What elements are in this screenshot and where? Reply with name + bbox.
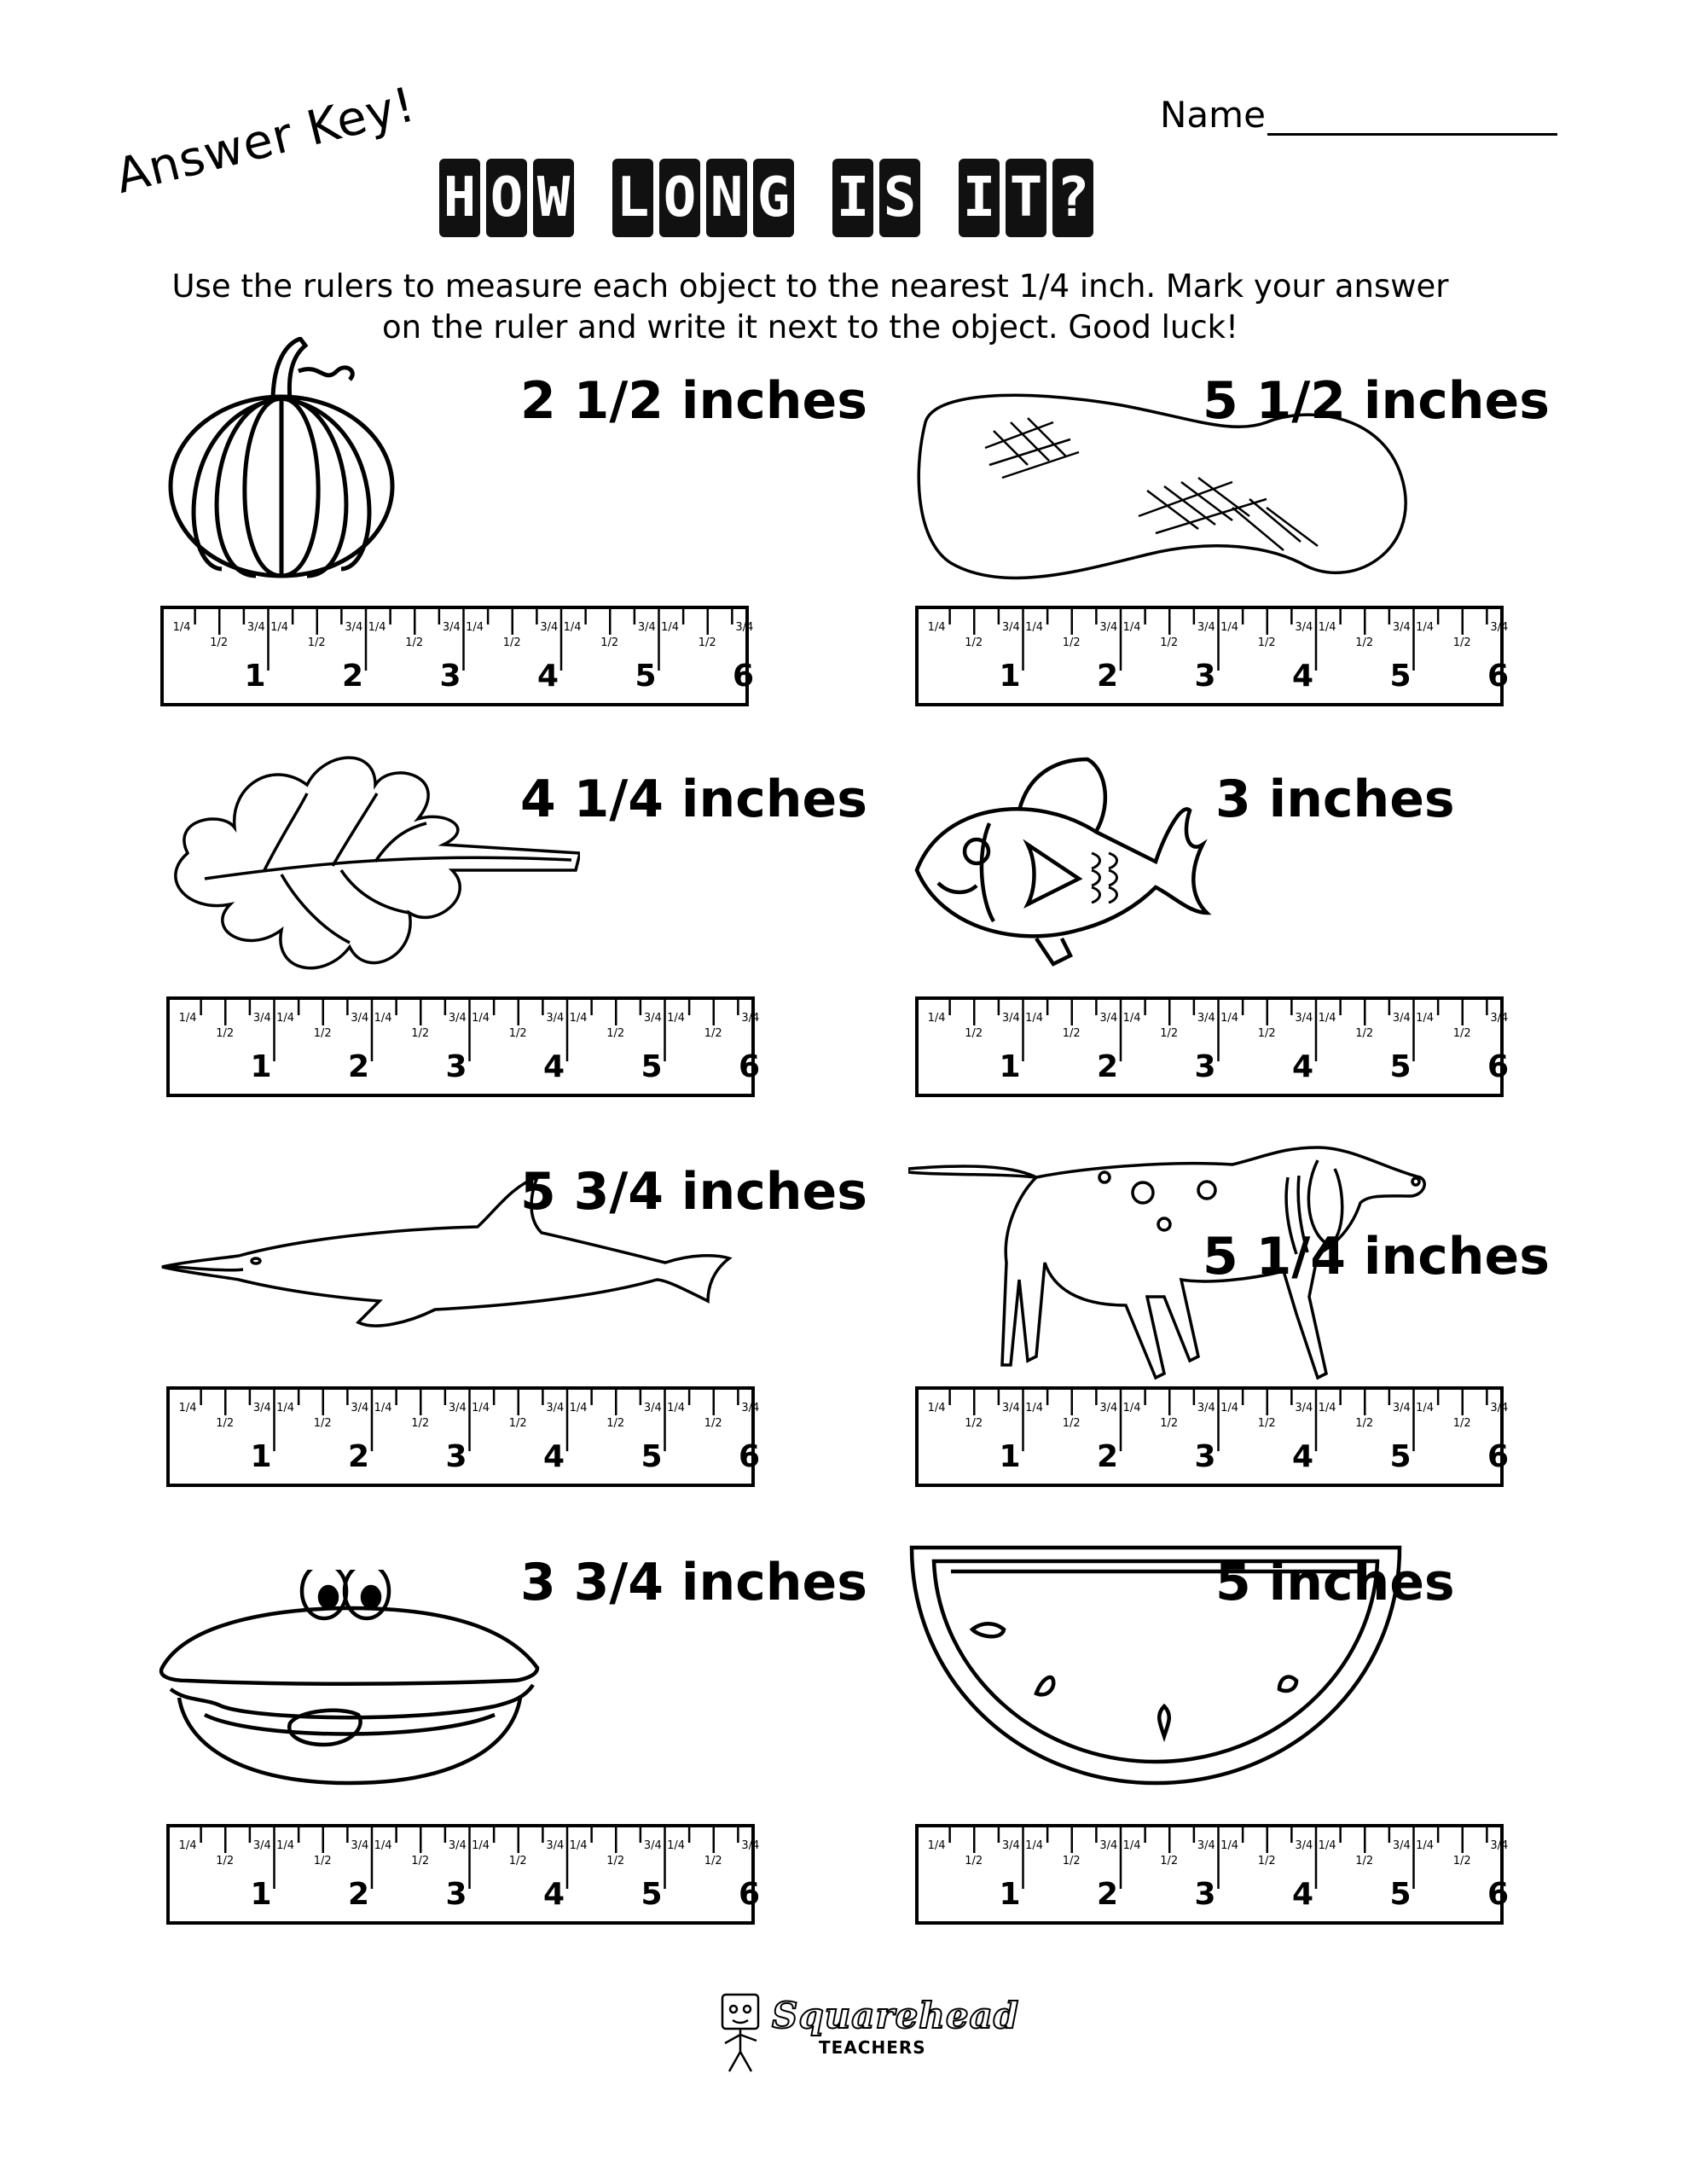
quarter-label: 1/4 xyxy=(927,1402,946,1414)
quarter-label: 1/4 xyxy=(1318,621,1336,634)
quarter-label: 1/4 xyxy=(1318,1012,1336,1025)
three-quarter-label: 3/4 xyxy=(351,1012,369,1025)
brand-sub: TEACHERS xyxy=(819,2037,926,2058)
name-field xyxy=(1160,94,1557,136)
inch-number: 1 xyxy=(999,1439,1021,1474)
title-letter-tile: H xyxy=(439,159,480,237)
name-blank xyxy=(1267,101,1557,136)
quarter-label: 1/4 xyxy=(927,1012,946,1025)
ruler[interactable] xyxy=(915,606,1510,706)
inch-number: 3 xyxy=(445,1049,467,1084)
inch-number: 6 xyxy=(1487,1049,1510,1084)
squarehead-teachers-logo xyxy=(712,1988,1020,2073)
quarter-label: 1/4 xyxy=(1416,1402,1435,1414)
inch-number: 5 xyxy=(1389,659,1412,694)
inch-number: 3 xyxy=(445,1877,467,1912)
three-quarter-label: 3/4 xyxy=(1295,1012,1313,1025)
title-letter-tile: ? xyxy=(1052,159,1093,237)
three-quarter-label: 3/4 xyxy=(1001,621,1020,634)
half-label: 1/2 xyxy=(1062,1417,1081,1430)
quarter-label: 1/4 xyxy=(667,1402,686,1414)
half-label: 1/2 xyxy=(1452,1855,1471,1867)
three-quarter-label: 3/4 xyxy=(252,1402,271,1414)
half-label: 1/2 xyxy=(313,1027,332,1040)
quarter-label: 1/4 xyxy=(1416,1012,1435,1025)
inch-number: 2 xyxy=(348,1877,370,1912)
answer-text: 5 3/4 inches xyxy=(520,1162,867,1222)
quarter-label: 1/4 xyxy=(667,1012,686,1025)
three-quarter-label: 3/4 xyxy=(1099,1402,1118,1414)
instructions-line-2: on the ruler and write it next to the object. Good luck! xyxy=(382,309,1238,346)
answer-text: 3 3/4 inches xyxy=(520,1553,867,1612)
inch-number: 4 xyxy=(543,1049,565,1084)
three-quarter-label: 3/4 xyxy=(1197,1402,1215,1414)
inch-number: 4 xyxy=(1292,1439,1314,1474)
inch-number: 2 xyxy=(1097,659,1119,694)
half-label: 1/2 xyxy=(1355,636,1374,649)
half-label: 1/2 xyxy=(216,1027,235,1040)
three-quarter-label: 3/4 xyxy=(1392,1012,1411,1025)
half-label: 1/2 xyxy=(965,1027,983,1040)
three-quarter-label: 3/4 xyxy=(1295,1839,1313,1852)
quarter-label: 1/4 xyxy=(172,621,191,634)
title-letter-tile: I xyxy=(832,159,873,237)
quarter-label: 1/4 xyxy=(667,1839,686,1852)
quarter-label: 1/4 xyxy=(276,1839,295,1852)
quarter-label: 1/4 xyxy=(466,621,484,634)
inch-number: 1 xyxy=(999,1049,1021,1084)
three-quarter-label: 3/4 xyxy=(448,1012,467,1025)
half-label: 1/2 xyxy=(307,636,326,649)
half-label: 1/2 xyxy=(313,1855,332,1867)
inch-number: 2 xyxy=(342,659,364,694)
quarter-label: 1/4 xyxy=(1220,1839,1239,1852)
inch-number: 2 xyxy=(1097,1877,1119,1912)
ruler[interactable] xyxy=(166,1386,761,1487)
inch-number: 2 xyxy=(348,1439,370,1474)
quarter-label: 1/4 xyxy=(927,621,946,634)
three-quarter-label: 3/4 xyxy=(246,621,265,634)
half-label: 1/2 xyxy=(1160,1027,1179,1040)
quarter-label: 1/4 xyxy=(1220,1402,1239,1414)
half-label: 1/2 xyxy=(1160,1855,1179,1867)
ruler[interactable] xyxy=(915,996,1510,1097)
instructions-line-1: Use the rulers to measure each object to the nearest 1/4 inch. Mark your answer xyxy=(171,268,1449,305)
title-letter-tile: L xyxy=(612,159,653,237)
inch-number: 4 xyxy=(543,1877,565,1912)
three-quarter-label: 3/4 xyxy=(741,1012,760,1025)
ruler[interactable] xyxy=(915,1386,1510,1487)
three-quarter-label: 3/4 xyxy=(448,1402,467,1414)
inch-number: 1 xyxy=(244,659,266,694)
leaf-icon xyxy=(154,742,580,981)
pumpkin-icon xyxy=(154,337,426,593)
quarter-label: 1/4 xyxy=(374,1402,392,1414)
three-quarter-label: 3/4 xyxy=(1392,621,1411,634)
instructions xyxy=(119,266,1501,348)
inch-number: 3 xyxy=(1194,1877,1216,1912)
half-label: 1/2 xyxy=(508,1855,527,1867)
half-label: 1/2 xyxy=(1257,1027,1276,1040)
half-label: 1/2 xyxy=(1355,1417,1374,1430)
half-label: 1/2 xyxy=(1062,1855,1081,1867)
half-label: 1/2 xyxy=(1452,636,1471,649)
three-quarter-label: 3/4 xyxy=(345,621,363,634)
quarter-label: 1/4 xyxy=(563,621,582,634)
three-quarter-label: 3/4 xyxy=(1490,1012,1509,1025)
inch-number: 5 xyxy=(1389,1049,1412,1084)
title-letter-tile: G xyxy=(753,159,794,237)
half-label: 1/2 xyxy=(508,1417,527,1430)
inch-number: 5 xyxy=(641,1877,663,1912)
half-label: 1/2 xyxy=(698,636,716,649)
inch-number: 3 xyxy=(1194,659,1216,694)
half-label: 1/2 xyxy=(606,1027,625,1040)
three-quarter-label: 3/4 xyxy=(546,1839,565,1852)
three-quarter-label: 3/4 xyxy=(252,1012,271,1025)
three-quarter-label: 3/4 xyxy=(540,621,559,634)
answer-text: 2 1/2 inches xyxy=(520,371,867,431)
quarter-label: 1/4 xyxy=(472,1839,490,1852)
answer-key-label: Answer Key! xyxy=(110,77,421,205)
inch-number: 2 xyxy=(1097,1439,1119,1474)
three-quarter-label: 3/4 xyxy=(1197,1839,1215,1852)
three-quarter-label: 3/4 xyxy=(1001,1839,1020,1852)
inch-number: 6 xyxy=(739,1049,761,1084)
inch-number: 6 xyxy=(733,659,755,694)
title-letter-tile: N xyxy=(706,159,747,237)
ruler[interactable] xyxy=(160,606,755,706)
three-quarter-label: 3/4 xyxy=(643,1012,662,1025)
title-word xyxy=(612,159,800,237)
answer-text: 3 inches xyxy=(1215,770,1455,829)
three-quarter-label: 3/4 xyxy=(1099,1839,1118,1852)
inch-number: 1 xyxy=(999,659,1021,694)
half-label: 1/2 xyxy=(1160,636,1179,649)
quarter-label: 1/4 xyxy=(1318,1839,1336,1852)
title-letter-tile: T xyxy=(1006,159,1046,237)
page-title xyxy=(439,159,1132,237)
quarter-label: 1/4 xyxy=(1122,1839,1141,1852)
quarter-label: 1/4 xyxy=(1220,621,1239,634)
title-letter-tile: O xyxy=(659,159,700,237)
inch-number: 6 xyxy=(739,1439,761,1474)
quarter-label: 1/4 xyxy=(1025,1402,1044,1414)
inch-number: 1 xyxy=(250,1049,272,1084)
half-label: 1/2 xyxy=(405,636,424,649)
quarter-label: 1/4 xyxy=(178,1012,197,1025)
answer-text: 5 inches xyxy=(1215,1553,1455,1612)
quarter-label: 1/4 xyxy=(569,1402,588,1414)
half-label: 1/2 xyxy=(704,1027,722,1040)
quarter-label: 1/4 xyxy=(1122,1402,1141,1414)
three-quarter-label: 3/4 xyxy=(735,621,754,634)
half-label: 1/2 xyxy=(1062,1027,1081,1040)
mascot-icon xyxy=(712,1988,772,2073)
three-quarter-label: 3/4 xyxy=(252,1839,271,1852)
inch-number: 4 xyxy=(537,659,559,694)
ruler[interactable] xyxy=(915,1824,1510,1925)
answer-text: 5 1/4 inches xyxy=(1203,1227,1550,1287)
three-quarter-label: 3/4 xyxy=(1099,621,1118,634)
three-quarter-label: 3/4 xyxy=(741,1402,760,1414)
three-quarter-label: 3/4 xyxy=(546,1012,565,1025)
half-label: 1/2 xyxy=(1355,1027,1374,1040)
clam-icon xyxy=(154,1570,546,1792)
ruler[interactable] xyxy=(166,996,761,1097)
quarter-label: 1/4 xyxy=(1416,1839,1435,1852)
inch-number: 2 xyxy=(1097,1049,1119,1084)
quarter-label: 1/4 xyxy=(1122,621,1141,634)
quarter-label: 1/4 xyxy=(178,1402,197,1414)
ruler[interactable] xyxy=(166,1824,761,1925)
half-label: 1/2 xyxy=(210,636,229,649)
half-label: 1/2 xyxy=(216,1855,235,1867)
answer-text: 5 1/2 inches xyxy=(1203,371,1550,431)
three-quarter-label: 3/4 xyxy=(643,1839,662,1852)
three-quarter-label: 3/4 xyxy=(1490,1839,1509,1852)
half-label: 1/2 xyxy=(1257,1855,1276,1867)
half-label: 1/2 xyxy=(1257,1417,1276,1430)
three-quarter-label: 3/4 xyxy=(1197,1012,1215,1025)
three-quarter-label: 3/4 xyxy=(1197,621,1215,634)
inch-number: 2 xyxy=(348,1049,370,1084)
half-label: 1/2 xyxy=(704,1417,722,1430)
quarter-label: 1/4 xyxy=(368,621,386,634)
title-letter-tile: W xyxy=(533,159,574,237)
title-word xyxy=(959,159,1099,237)
title-letter-tile: I xyxy=(959,159,1000,237)
three-quarter-label: 3/4 xyxy=(448,1839,467,1852)
inch-number: 4 xyxy=(1292,1877,1314,1912)
inch-number: 3 xyxy=(439,659,461,694)
quarter-label: 1/4 xyxy=(374,1839,392,1852)
inch-number: 5 xyxy=(1389,1877,1412,1912)
three-quarter-label: 3/4 xyxy=(637,621,656,634)
half-label: 1/2 xyxy=(502,636,521,649)
half-label: 1/2 xyxy=(704,1855,722,1867)
quarter-label: 1/4 xyxy=(178,1839,197,1852)
inch-number: 6 xyxy=(1487,1877,1510,1912)
quarter-label: 1/4 xyxy=(374,1012,392,1025)
inch-number: 1 xyxy=(250,1439,272,1474)
half-label: 1/2 xyxy=(1355,1855,1374,1867)
title-word xyxy=(832,159,926,237)
inch-number: 6 xyxy=(1487,659,1510,694)
quarter-label: 1/4 xyxy=(1025,1839,1044,1852)
half-label: 1/2 xyxy=(1452,1027,1471,1040)
three-quarter-label: 3/4 xyxy=(1490,1402,1509,1414)
half-label: 1/2 xyxy=(606,1855,625,1867)
inch-number: 3 xyxy=(1194,1049,1216,1084)
fish-icon xyxy=(908,751,1215,981)
half-label: 1/2 xyxy=(508,1027,527,1040)
three-quarter-label: 3/4 xyxy=(1295,621,1313,634)
quarter-label: 1/4 xyxy=(569,1012,588,1025)
inch-number: 6 xyxy=(1487,1439,1510,1474)
inch-number: 3 xyxy=(1194,1439,1216,1474)
three-quarter-label: 3/4 xyxy=(1099,1012,1118,1025)
three-quarter-label: 3/4 xyxy=(1001,1402,1020,1414)
three-quarter-label: 3/4 xyxy=(1392,1839,1411,1852)
three-quarter-label: 3/4 xyxy=(741,1839,760,1852)
half-label: 1/2 xyxy=(216,1417,235,1430)
inch-number: 5 xyxy=(1389,1439,1412,1474)
quarter-label: 1/4 xyxy=(1318,1402,1336,1414)
three-quarter-label: 3/4 xyxy=(351,1402,369,1414)
brand-name: Squarehead xyxy=(772,1995,1020,2036)
name-label: Name xyxy=(1160,94,1266,136)
quarter-label: 1/4 xyxy=(270,621,289,634)
inch-number: 1 xyxy=(250,1877,272,1912)
half-label: 1/2 xyxy=(600,636,619,649)
three-quarter-label: 3/4 xyxy=(1295,1402,1313,1414)
inch-number: 5 xyxy=(635,659,657,694)
quarter-label: 1/4 xyxy=(1416,621,1435,634)
half-label: 1/2 xyxy=(411,1027,430,1040)
half-label: 1/2 xyxy=(965,1417,983,1430)
three-quarter-label: 3/4 xyxy=(546,1402,565,1414)
three-quarter-label: 3/4 xyxy=(1001,1012,1020,1025)
half-label: 1/2 xyxy=(1062,636,1081,649)
half-label: 1/2 xyxy=(411,1855,430,1867)
quarter-label: 1/4 xyxy=(276,1402,295,1414)
three-quarter-label: 3/4 xyxy=(643,1402,662,1414)
quarter-label: 1/4 xyxy=(927,1839,946,1852)
half-label: 1/2 xyxy=(313,1417,332,1430)
quarter-label: 1/4 xyxy=(472,1402,490,1414)
three-quarter-label: 3/4 xyxy=(1490,621,1509,634)
quarter-label: 1/4 xyxy=(276,1012,295,1025)
quarter-label: 1/4 xyxy=(472,1012,490,1025)
inch-number: 4 xyxy=(543,1439,565,1474)
quarter-label: 1/4 xyxy=(661,621,680,634)
half-label: 1/2 xyxy=(1452,1417,1471,1430)
inch-number: 1 xyxy=(999,1877,1021,1912)
half-label: 1/2 xyxy=(965,636,983,649)
title-word xyxy=(439,159,580,237)
half-label: 1/2 xyxy=(965,1855,983,1867)
three-quarter-label: 3/4 xyxy=(1392,1402,1411,1414)
title-letter-tile: O xyxy=(486,159,527,237)
three-quarter-label: 3/4 xyxy=(442,621,461,634)
inch-number: 6 xyxy=(739,1877,761,1912)
half-label: 1/2 xyxy=(1257,636,1276,649)
quarter-label: 1/4 xyxy=(1025,621,1044,634)
inch-number: 5 xyxy=(641,1439,663,1474)
inch-number: 3 xyxy=(445,1439,467,1474)
quarter-label: 1/4 xyxy=(1025,1012,1044,1025)
three-quarter-label: 3/4 xyxy=(351,1839,369,1852)
answer-text: 4 1/4 inches xyxy=(520,770,867,829)
quarter-label: 1/4 xyxy=(569,1839,588,1852)
inch-number: 5 xyxy=(641,1049,663,1084)
inch-number: 4 xyxy=(1292,1049,1314,1084)
inch-number: 4 xyxy=(1292,659,1314,694)
half-label: 1/2 xyxy=(606,1417,625,1430)
quarter-label: 1/4 xyxy=(1122,1012,1141,1025)
quarter-label: 1/4 xyxy=(1220,1012,1239,1025)
half-label: 1/2 xyxy=(411,1417,430,1430)
half-label: 1/2 xyxy=(1160,1417,1179,1430)
title-letter-tile: S xyxy=(879,159,920,237)
